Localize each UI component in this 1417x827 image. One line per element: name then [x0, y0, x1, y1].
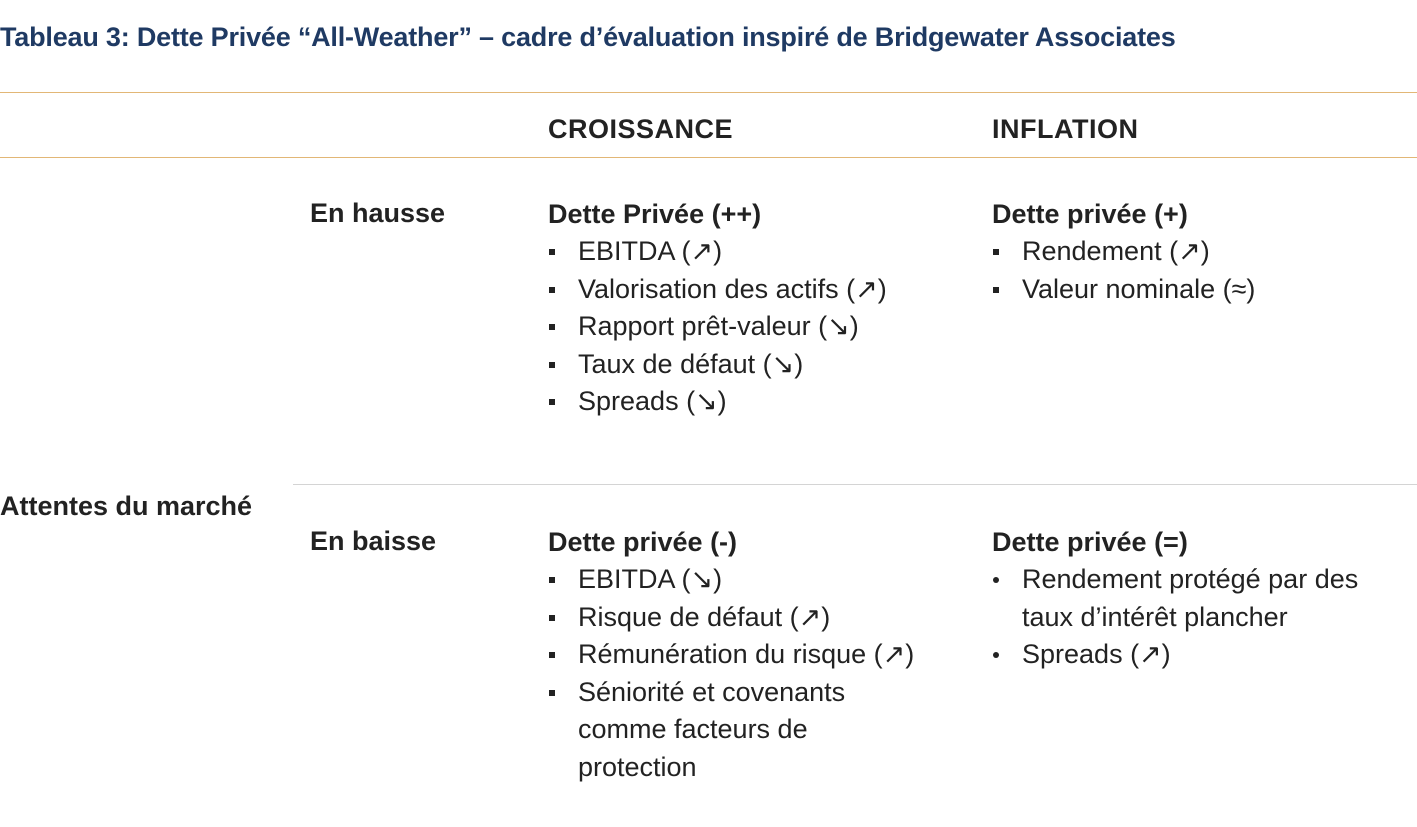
- cell-title: Dette privée (+): [992, 199, 1188, 229]
- bullet-list: [548, 233, 948, 421]
- list-item: EBITDA (↗): [548, 233, 948, 271]
- header-top-rule: [0, 92, 1417, 93]
- cell-falling-inflation: [992, 524, 1392, 674]
- square-bullet-icon: [548, 271, 578, 309]
- list-item: Valorisation des actifs (↗): [548, 271, 948, 309]
- column-header-inflation: INFLATION: [992, 114, 1139, 144]
- list-item: Rendement (↗): [992, 233, 1392, 271]
- bullet-list: [992, 233, 1392, 308]
- list-item: Taux de défaut (↘): [548, 346, 948, 384]
- column-header-growth: CROISSANCE: [548, 114, 734, 144]
- square-bullet-icon: [548, 233, 578, 271]
- bullet-list: [992, 561, 1402, 674]
- list-item: Rapport prêt-valeur (↘): [548, 308, 948, 346]
- round-bullet-icon: [992, 636, 1022, 674]
- cell-title: Dette privée (-): [548, 527, 738, 557]
- list-item: Rendement protégé par des taux d’intérêt plancher: [992, 561, 1402, 636]
- list-item: Valeur nominale (≈): [992, 271, 1392, 309]
- list-item: Séniorité et covenants comme facteurs de protection: [548, 674, 888, 787]
- square-bullet-icon: [548, 383, 578, 421]
- row-separator: [293, 484, 1417, 485]
- list-item: Spreads (↘): [548, 383, 948, 421]
- square-bullet-icon: [548, 599, 578, 637]
- bullet-list: [548, 561, 915, 786]
- header-bottom-rule: [0, 157, 1417, 158]
- square-bullet-icon: [548, 636, 578, 674]
- square-bullet-icon: [992, 271, 1022, 309]
- round-bullet-icon: [992, 561, 1022, 599]
- row-label-falling: En baisse: [310, 526, 437, 556]
- cell-title: Dette Privée (++): [548, 199, 762, 229]
- square-bullet-icon: [548, 674, 578, 712]
- table-title: Tableau 3: Dette Privée “All-Weather” – cadre d’évaluation inspiré de Bridgewater Associates: [0, 22, 1176, 52]
- cell-title: Dette privée (=): [992, 527, 1188, 557]
- list-item: Rémunération du risque (↗): [548, 636, 888, 674]
- list-item: Spreads (↗): [992, 636, 1402, 674]
- cell-rising-inflation: [992, 196, 1392, 308]
- square-bullet-icon: [548, 308, 578, 346]
- square-bullet-icon: [548, 561, 578, 599]
- square-bullet-icon: [548, 346, 578, 384]
- row-label-rising: En hausse: [310, 198, 446, 228]
- row-group-label: Attentes du marché: [0, 491, 253, 521]
- cell-falling-growth: [548, 524, 948, 786]
- list-item: EBITDA (↘): [548, 561, 888, 599]
- cell-rising-growth: [548, 196, 948, 421]
- square-bullet-icon: [992, 233, 1022, 271]
- list-item: Risque de défaut (↗): [548, 599, 888, 637]
